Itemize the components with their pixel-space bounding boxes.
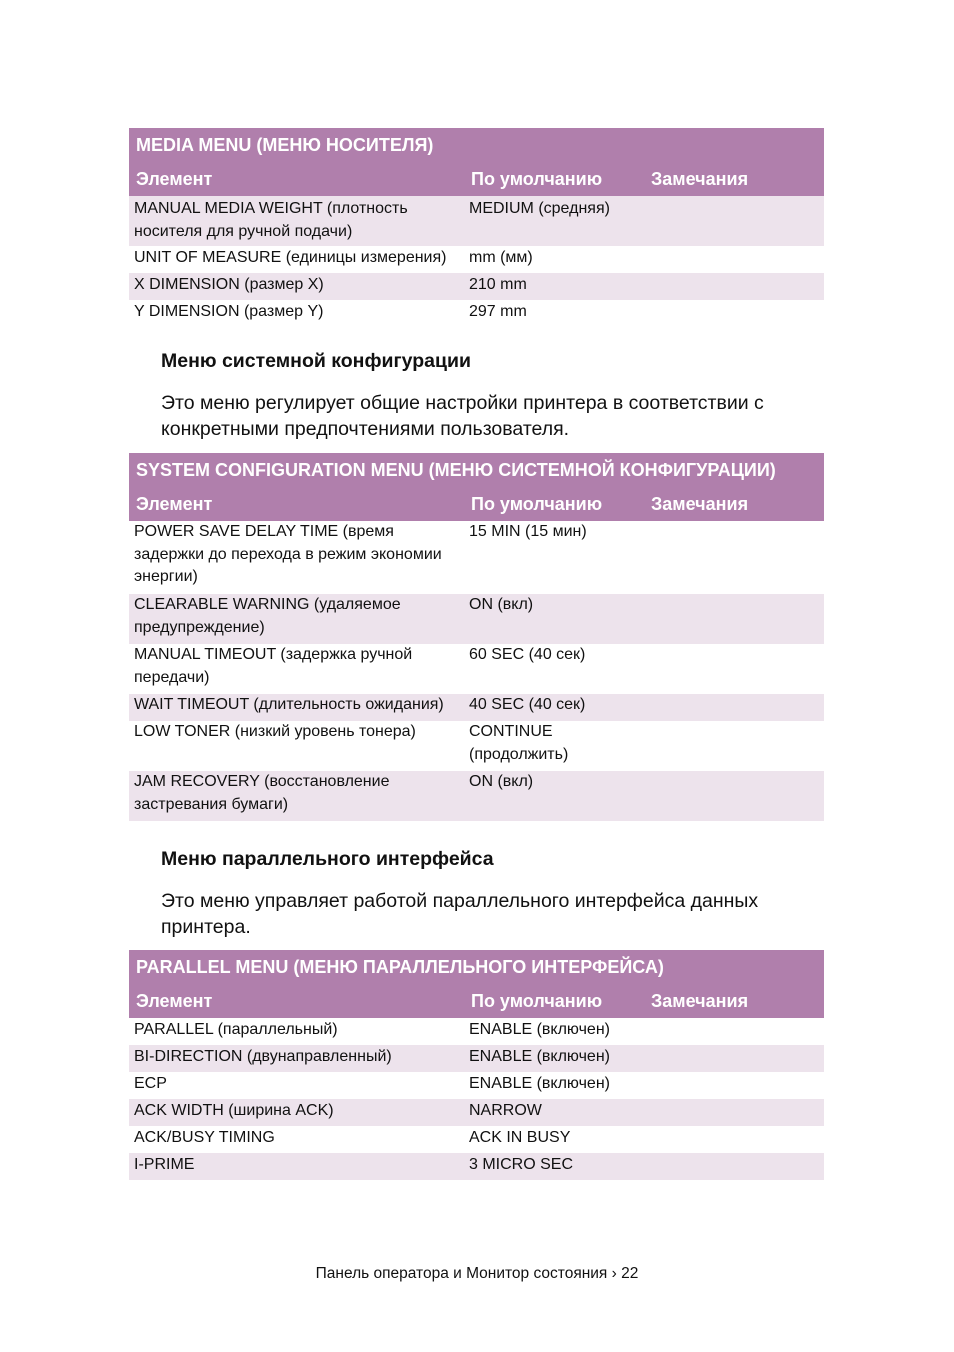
table-row (129, 273, 824, 300)
default-cell: ON (вкл) (464, 771, 644, 821)
table-row (129, 1018, 824, 1045)
table-row (129, 1072, 824, 1099)
col-header-item: Элемент (129, 487, 464, 521)
table-row (129, 246, 824, 273)
item-cell: MANUAL TIMEOUT (задержка ручной передачи) (134, 646, 413, 686)
notes-cell (644, 1072, 824, 1099)
notes-cell (644, 300, 824, 327)
notes-cell (644, 1018, 824, 1045)
table-row (129, 1153, 824, 1180)
default-cell: ENABLE (включен) (464, 1045, 644, 1072)
notes-cell (644, 771, 824, 821)
col-header-notes: Замечания (644, 487, 824, 521)
default-cell: 297 mm (469, 303, 527, 320)
table-row (129, 196, 824, 246)
col-header-notes: Замечания (644, 162, 824, 196)
system-menu-table (129, 453, 824, 821)
item-cell: Y DIMENSION (размер Y) (134, 303, 324, 320)
default-cell: ON (вкл) (464, 594, 644, 644)
section-heading-system: Меню системной конфигурации (161, 350, 471, 372)
notes-cell (644, 644, 824, 694)
item-cell: X DIMENSION (размер X) (129, 273, 464, 300)
col-header-default: По умолчанию (464, 162, 644, 196)
notes-cell (644, 694, 824, 721)
default-cell: ENABLE (включен) (469, 1075, 610, 1092)
page-footer: Панель оператора и Монитор состояния › 22 (315, 1265, 639, 1282)
media-menu-table (129, 128, 824, 327)
item-cell: ACK/BUSY TIMING (134, 1129, 275, 1146)
section-heading-parallel: Меню параллельного интерфейса (161, 848, 494, 870)
default-cell: ACK IN BUSY (469, 1129, 571, 1146)
default-cell: 40 SEC (40 сек) (464, 694, 644, 721)
notes-cell (644, 1153, 824, 1180)
parallel-menu-table (129, 950, 824, 1180)
notes-cell (644, 594, 824, 644)
item-cell: LOW TONER (низкий уровень тонера) (134, 723, 416, 740)
default-cell: NARROW (464, 1099, 644, 1126)
default-cell: MEDIUM (средняя) (464, 196, 644, 246)
table-row (129, 721, 824, 771)
notes-cell (644, 1045, 824, 1072)
table-row (129, 300, 824, 327)
parallel-menu-title: PARALLEL MENU (МЕНЮ ПАРАЛЛЕЛЬНОГО ИНТЕРФЕЙСА) (129, 950, 824, 984)
col-header-default: По умолчанию (464, 487, 644, 521)
table-row (129, 644, 824, 694)
table-row (129, 1126, 824, 1153)
default-cell: mm (мм) (469, 249, 533, 266)
table-row (129, 1045, 824, 1072)
default-cell: 210 mm (464, 273, 644, 300)
notes-cell (644, 246, 824, 273)
col-header-item: Элемент (129, 162, 464, 196)
col-header-item: Элемент (129, 984, 464, 1018)
notes-cell (644, 521, 824, 594)
notes-cell (644, 273, 824, 300)
item-cell: CLEARABLE WARNING (удаляемое предупреждение) (129, 594, 464, 644)
default-cell: 3 MICRO SEC (464, 1153, 644, 1180)
section-paragraph-parallel: Это меню управляет работой параллельного интерфейса данных принтера. (161, 890, 759, 938)
item-cell: ECP (134, 1075, 167, 1092)
notes-cell (644, 721, 824, 771)
notes-cell (644, 196, 824, 246)
table-row (129, 521, 824, 594)
default-cell: 15 MIN (15 мин) (469, 523, 587, 540)
media-menu-title: MEDIA MENU (МЕНЮ НОСИТЕЛЯ) (129, 128, 824, 162)
table-row (129, 594, 824, 644)
item-cell: WAIT TIMEOUT (длительность ожидания) (129, 694, 464, 721)
item-cell: BI-DIRECTION (двунаправленный) (129, 1045, 464, 1072)
item-cell: MANUAL MEDIA WEIGHT (плотность носителя для ручной подачи) (129, 196, 464, 246)
table-row (129, 771, 824, 821)
item-cell: POWER SAVE DELAY TIME (время задержки до перехода в режим экономии энергии) (134, 523, 442, 585)
item-cell: UNIT OF MEASURE (единицы измерения) (134, 249, 447, 266)
default-cell: CONTINUE (продолжить) (469, 723, 569, 763)
notes-cell (644, 1099, 824, 1126)
table-row (129, 694, 824, 721)
notes-cell (644, 1126, 824, 1153)
table-row (129, 1099, 824, 1126)
item-cell: I-PRIME (129, 1153, 464, 1180)
item-cell: PARALLEL (параллельный) (134, 1021, 338, 1038)
item-cell: ACK WIDTH (ширина ACK) (129, 1099, 464, 1126)
col-header-notes: Замечания (644, 984, 824, 1018)
section-paragraph-system: Это меню регулирует общие настройки принтера в соответствии с конкретными предпочтениями пользователя. (161, 392, 764, 440)
default-cell: ENABLE (включен) (469, 1021, 610, 1038)
col-header-default: По умолчанию (464, 984, 644, 1018)
system-menu-title: SYSTEM CONFIGURATION MENU (МЕНЮ СИСТЕМНОЙ КОНФИГУРАЦИИ) (129, 453, 824, 487)
default-cell: 60 SEC (40 сек) (469, 646, 586, 663)
item-cell: JAM RECOVERY (восстановление застревания бумаги) (129, 771, 464, 821)
